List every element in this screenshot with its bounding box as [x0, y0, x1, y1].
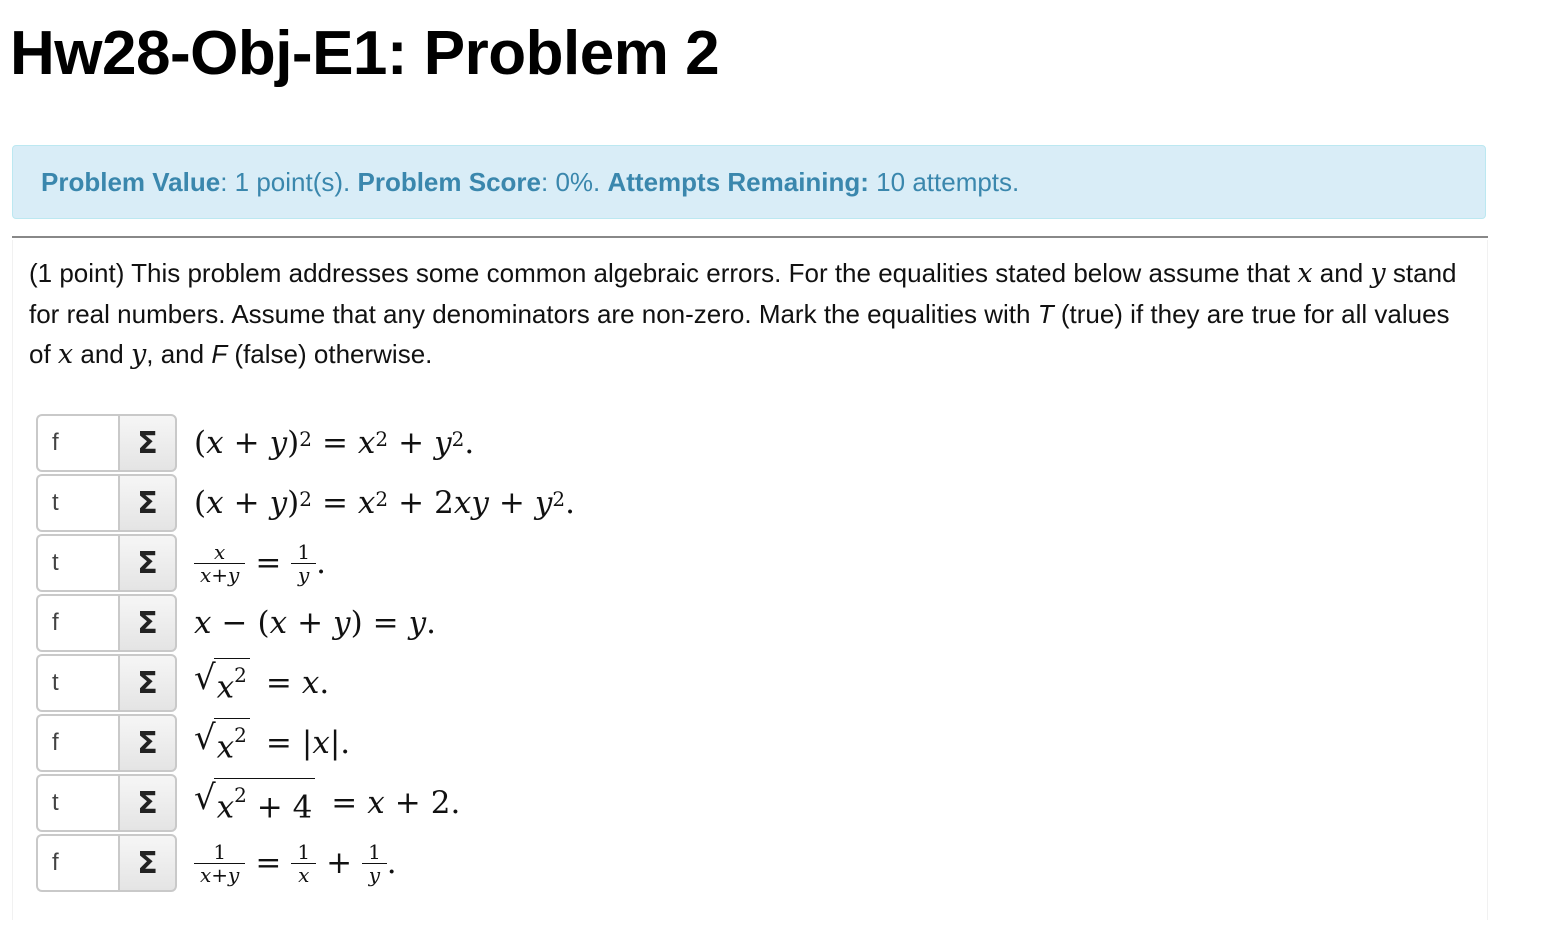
equality-row-6: [36, 714, 656, 772]
equation-editor-button-5[interactable]: Σ: [118, 654, 177, 712]
equation-1: ( x + y ) $^2$ = x $^2$ + y $^2$ .: [194, 425, 475, 461]
equation-3: $\frac{x}{x+y}$ = $\frac{1}{y}$ .: [194, 534, 326, 592]
problem-info-banner: [12, 145, 1486, 219]
equation-editor-button-8[interactable]: Σ: [118, 834, 177, 892]
equation-editor-button-6[interactable]: Σ: [118, 714, 177, 772]
equation-2: ( x + y ) $^2$ = x $^2$ + 2 xy + y $^2$ .: [194, 485, 575, 521]
equality-row-5: [36, 654, 656, 712]
page-title: Hw28-Obj-E1: Problem 2: [10, 19, 720, 88]
attempts-remaining-label: Attempts Remaining:: [607, 166, 869, 197]
attempts-remaining: 10 attempts.: [868, 166, 1020, 197]
equation-5: √ $x^2$ = x .: [194, 658, 330, 706]
problem-value-label: Problem Value: [41, 166, 221, 197]
equality-row-2: [36, 474, 656, 532]
answer-input-5[interactable]: [36, 654, 118, 712]
answer-input-7[interactable]: [36, 774, 118, 832]
equation-editor-button-3[interactable]: Σ: [118, 534, 177, 592]
divider: [12, 236, 1488, 238]
answer-input-3[interactable]: [36, 534, 118, 592]
equation-4: x − ( x + y ) = y .: [194, 605, 437, 641]
answer-input-6[interactable]: [36, 714, 118, 772]
equation-editor-button-7[interactable]: Σ: [118, 774, 177, 832]
equality-row-3: [36, 534, 656, 592]
equation-6: √ $x^2$ = | x |.: [194, 718, 351, 766]
equality-row-1: [36, 414, 656, 472]
equation-editor-button-4[interactable]: Σ: [118, 594, 177, 652]
equality-row-7: [36, 774, 656, 832]
problem-score-label: Problem Score: [357, 166, 541, 197]
equation-7: √ $x^2 + 4$ = x + 2.: [194, 778, 461, 826]
problem-value: : 1 point(s).: [220, 166, 351, 197]
equation-editor-button-1[interactable]: Σ: [118, 414, 177, 472]
equation-8: $\frac{1}{x+y}$ = $\frac{1}{x}$ + $\frac{1}{y}$ .: [194, 834, 397, 892]
problem-statement: (1 point) This problem addresses some common algebraic errors. For the equalities stated below assume that x and y stand for real numbers. Assume that any denominators are non-zero. Mark the equalities with T (true) if they are true for all values of x and y, and F (false) otherwise.: [29, 258, 1457, 370]
equation-editor-button-2[interactable]: Σ: [118, 474, 177, 532]
equality-row-4: [36, 594, 656, 652]
answer-input-4[interactable]: [36, 594, 118, 652]
problem-score: : 0%.: [541, 166, 601, 197]
equality-row-8: [36, 834, 656, 892]
answer-input-1[interactable]: [36, 414, 118, 472]
answer-input-8[interactable]: [36, 834, 118, 892]
answer-input-2[interactable]: [36, 474, 118, 532]
